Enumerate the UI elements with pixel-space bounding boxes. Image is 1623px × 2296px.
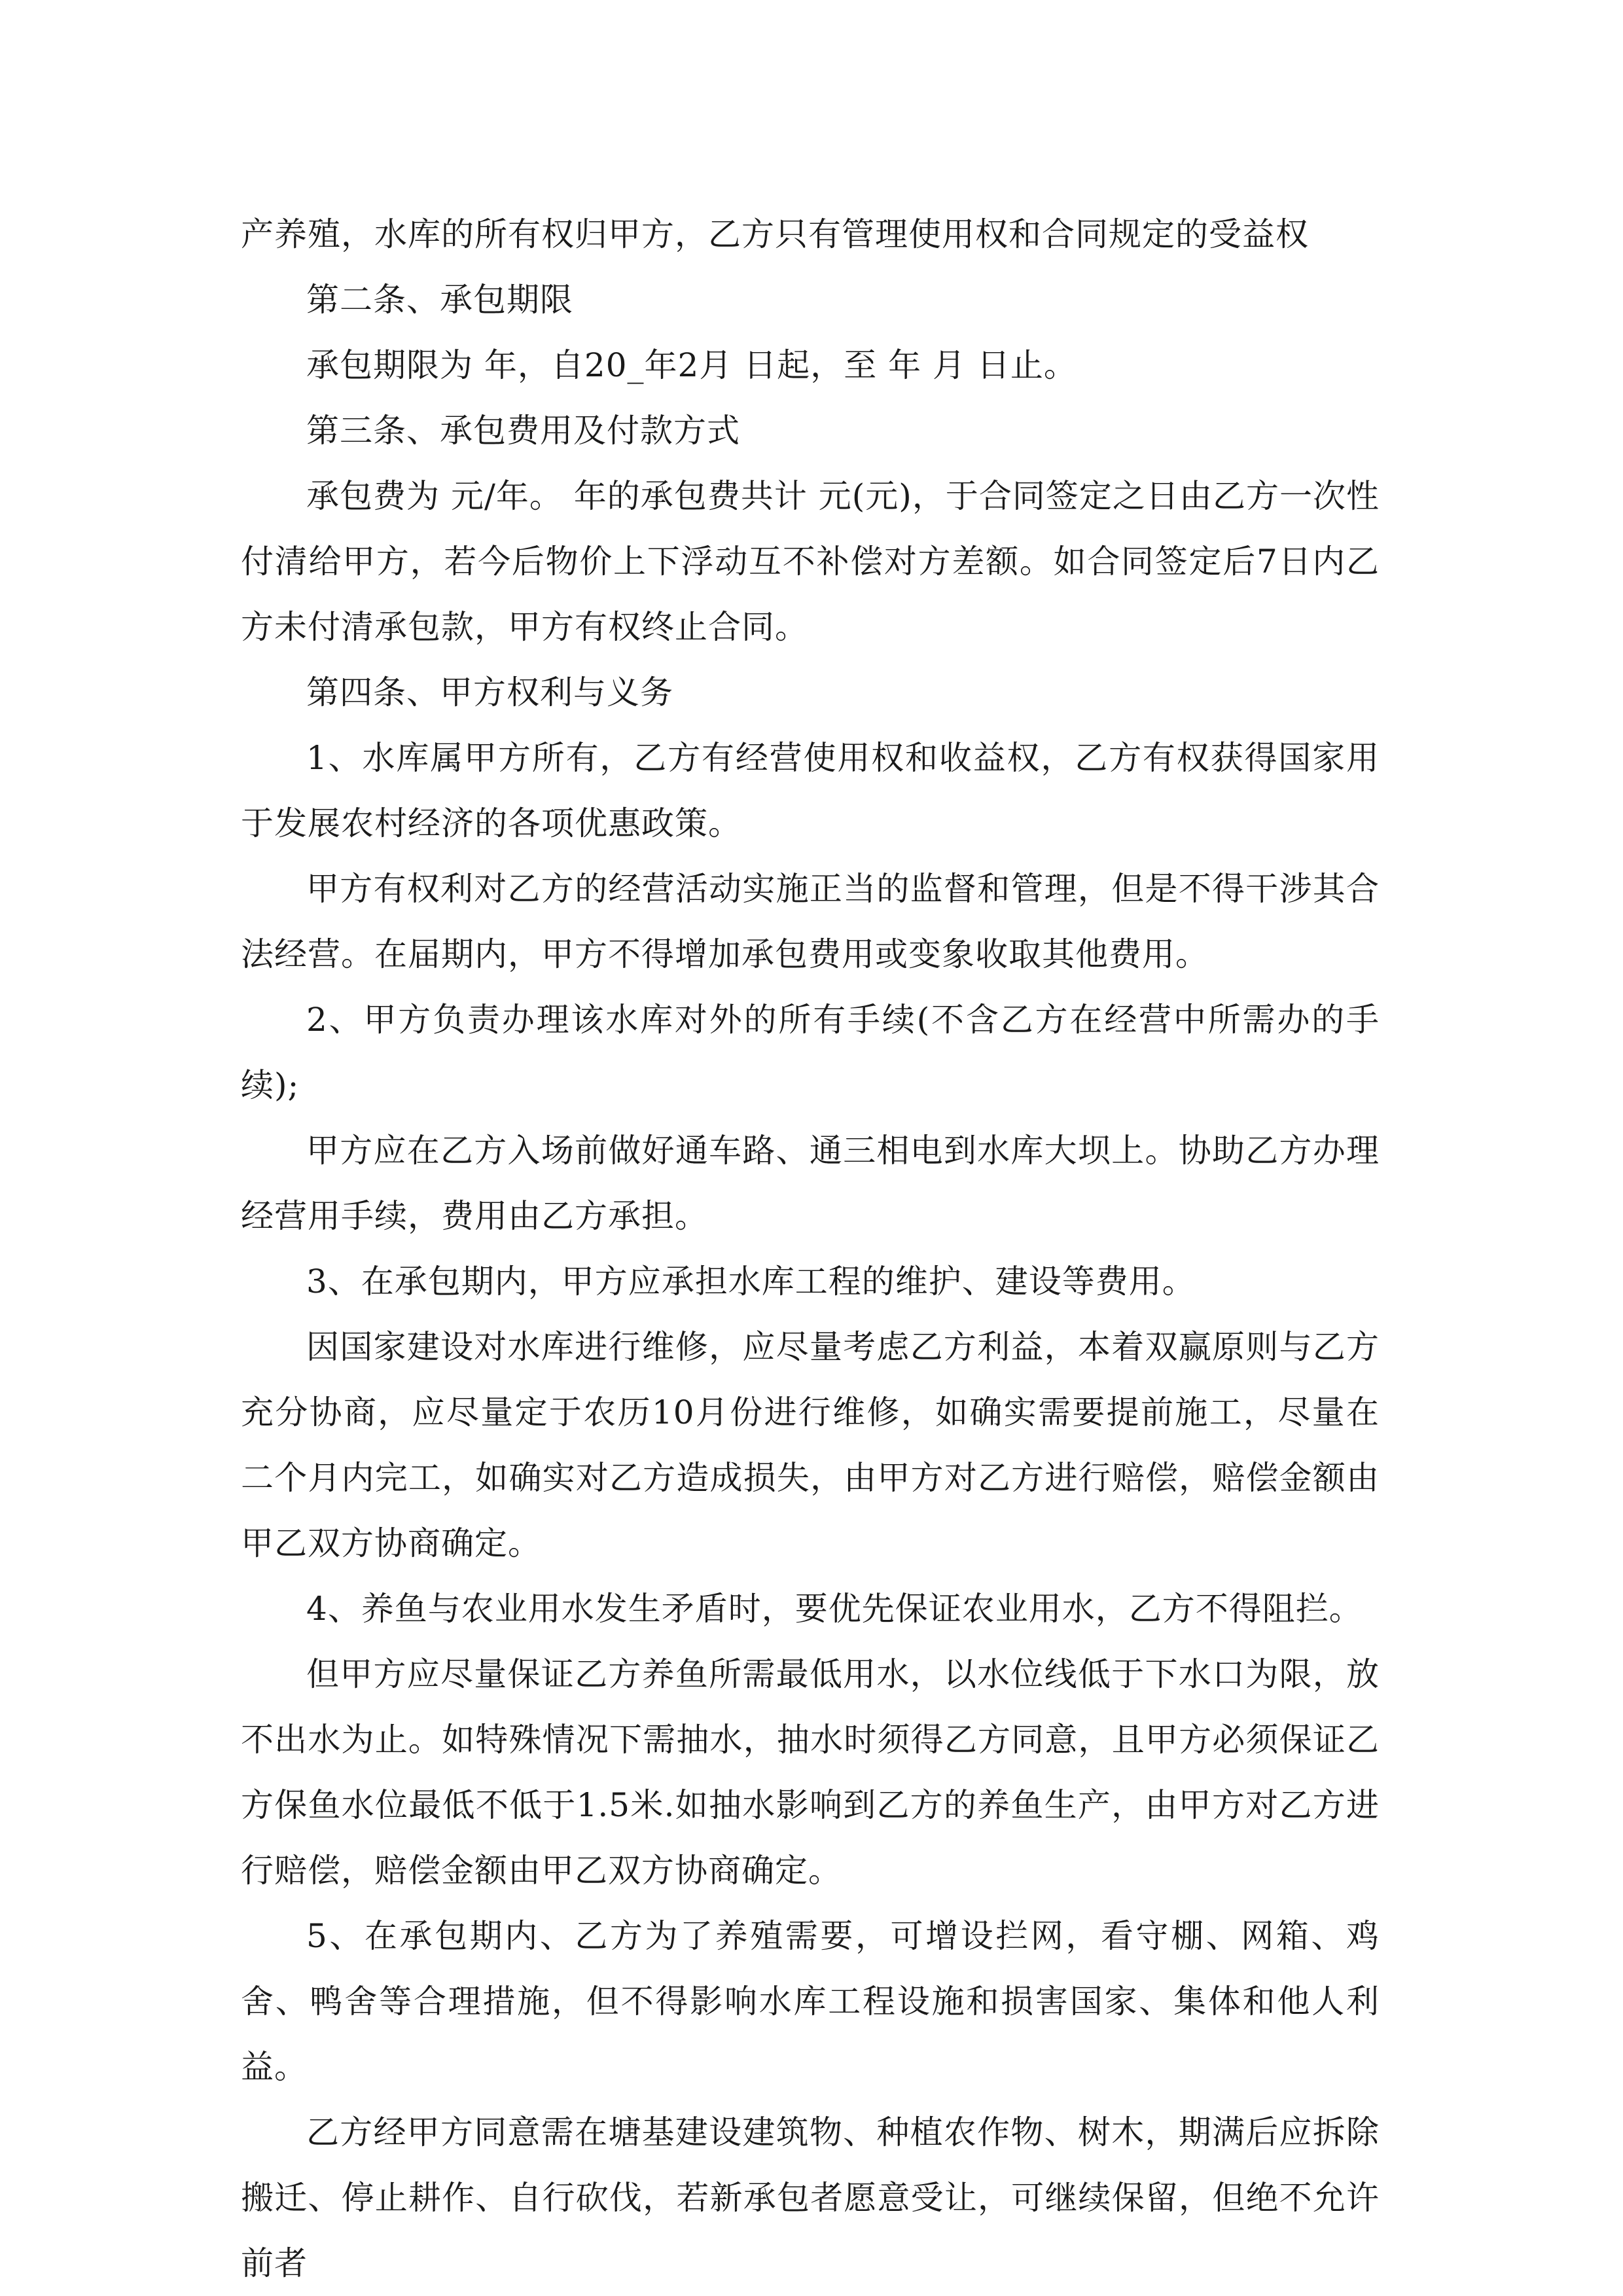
paragraph-14: 但甲方应尽量保证乙方养鱼所需最低用水，以水位线低于下水口为限，放不出水为止。如特殊情况下需抽水，抽水时须得乙方同意，且甲方必须保证乙方保鱼水位最低不低于1.5米.如抽水影响到乙方的养鱼生产，由甲方对乙方进行赔偿，赔偿金额由甲乙双方协商确定。	[241, 1655, 1380, 1890]
paragraph-16: 乙方经甲方同意需在塘基建设建筑物、种植农作物、树木，期满后应拆除搬迁、停止耕作、自行砍伐，若新承包者愿意受让，可继续保留，但绝不允许前者	[241, 2113, 1380, 2282]
paragraph-13: 4、养鱼与农业用水发生矛盾时，要优先保证农业用水，乙方不得阻拦。	[306, 1590, 1363, 1628]
paragraph-2: 第二条、承包期限	[306, 281, 573, 319]
paragraph-3: 承包期限为 年，自20_年2月 日起，至 年 月 日止。	[306, 346, 1077, 384]
paragraph-11: 3、在承包期内，甲方应承担水库工程的维护、建设等费用。	[306, 1263, 1196, 1300]
paragraph-6: 第四条、甲方权利与义务	[306, 673, 673, 711]
paragraph-8: 甲方有权利对乙方的经营活动实施正当的监督和管理，但是不得干涉其合法经营。在届期内，甲方不得增加承包费用或变象收取其他费用。	[241, 870, 1380, 973]
paragraph-4: 第三条、承包费用及付款方式	[306, 412, 740, 450]
paragraph-7: 1、水库属甲方所有，乙方有经营使用权和收益权，乙方有权获得国家用于发展农村经济的各项优惠政策。	[241, 739, 1380, 842]
document-body	[241, 202, 1380, 2296]
paragraph-12: 因国家建设对水库进行维修，应尽量考虑乙方利益，本着双赢原则与乙方充分协商，应尽量定于农历10月份进行维修，如确实需要提前施工，尽量在二个月内完工，如确实对乙方造成损失，由甲方对乙方进行赔偿，赔偿金额由甲乙双方协商确定。	[241, 1328, 1380, 1562]
paragraph-10: 甲方应在乙方入场前做好通车路、通三相电到水库大坝上。协助乙方办理经营用手续，费用由乙方承担。	[241, 1132, 1380, 1235]
paragraph-1: 产养殖，水库的所有权归甲方，乙方只有管理使用权和合同规定的受益权	[241, 215, 1309, 253]
paragraph-15: 5、在承包期内、乙方为了养殖需要，可增设拦网，看守棚、网箱、鸡舍、鸭舍等合理措施，但不得影响水库工程设施和损害国家、集体和他人利益。	[241, 1917, 1380, 2086]
paragraph-5: 承包费为 元/年。 年的承包费共计 元(元)，于合同签定之日由乙方一次性付清给甲方，若今后物价上下浮动互不补偿对方差额。如合同签定后7日内乙方未付清承包款，甲方有权终止合同。	[241, 477, 1380, 646]
paragraph-9: 2、甲方负责办理该水库对外的所有手续(不含乙方在经营中所需办的手续);	[241, 1001, 1380, 1104]
